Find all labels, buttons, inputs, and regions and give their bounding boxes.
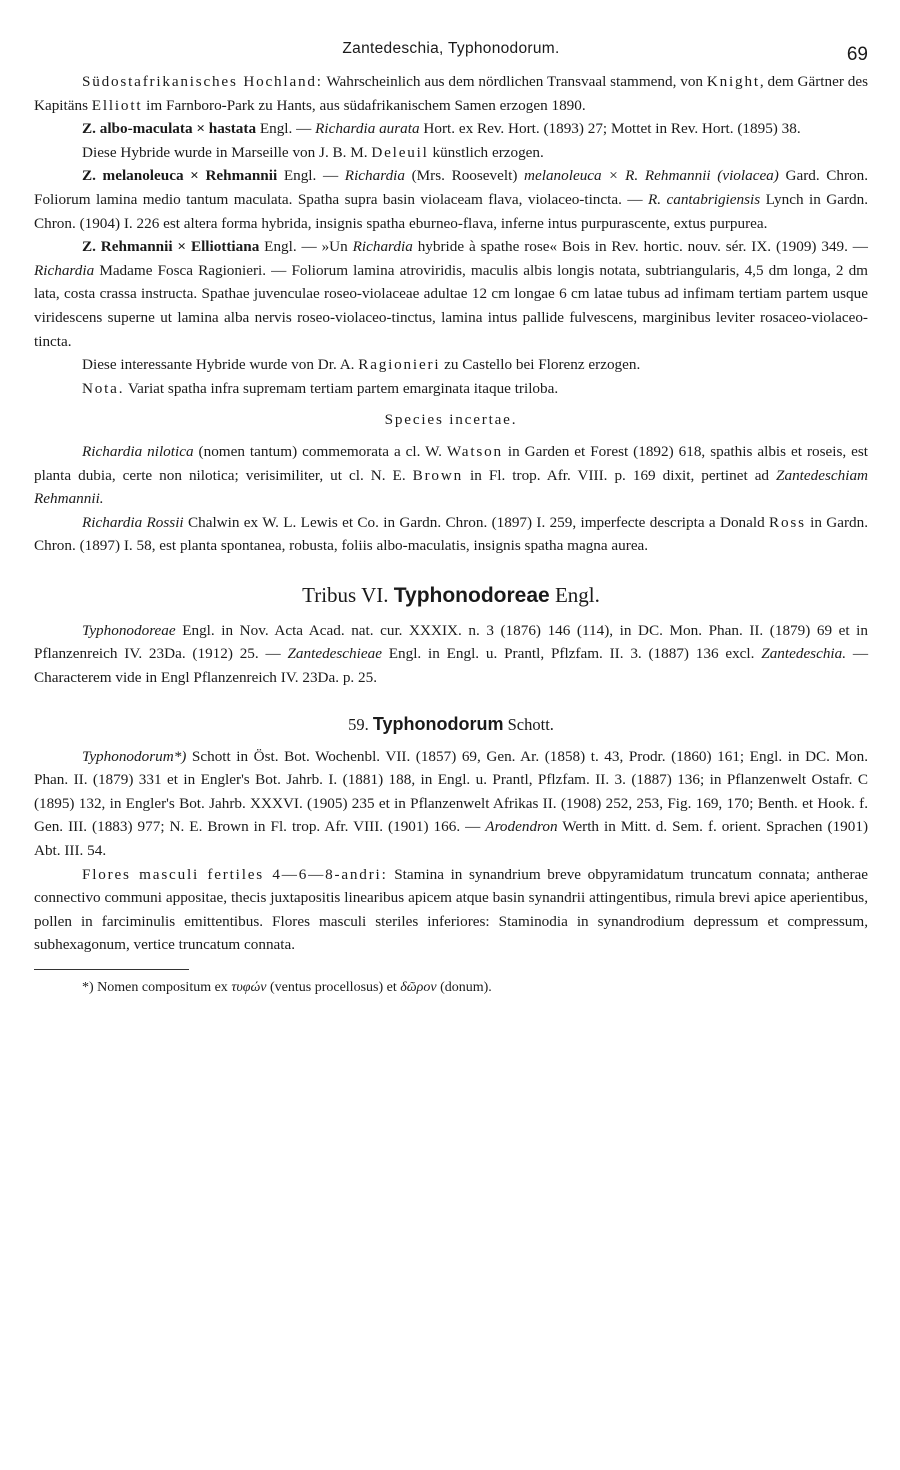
synonym: Richardia aurata (315, 120, 420, 138)
paragraph-distribution: Südostafrikanisches Hochland: Wahrscheinlich aus dem nördlichen Transvaal stammend, von Knight, dem Gärtner des Kapitäns Elliott im Farnboro-Park zu Hants, aus südafrikanischem Samen erzogen 1890. (34, 73, 869, 114)
tribus-heading: Tribus VI. Typhonodoreae Engl. (302, 582, 600, 607)
running-head (34, 40, 868, 70)
genus-name: Typhonodorum (372, 713, 504, 734)
taxon-name: Z. albo-maculata × hastata (82, 120, 257, 138)
person-brown: Brown (412, 466, 463, 484)
taxon-name: Z. Rehmannii × Elliottiana (82, 238, 260, 256)
person-knight: Knight (706, 73, 760, 90)
paragraph-hybrid-note: Diese Hybride wurde in Marseille von J. B. M. Deleuil künstlich erzogen. (82, 143, 544, 161)
paragraph-rehmannii-elliottiana: Z. Rehmannii × Elliottiana Engl. — »Un Richardia hybride à spathe rose« Bois in Rev. hortic. nouv. sér. IX. (1909) 349. — Richardia Madame Fosca Ragionieri. — Foliorum lamina atroviridis, maculis albis longis notata, subtriangularis, 4,5 dm longa, 2 dm lata, costa crassa instructa. Spathae juvenculae roseo-violaceae adultae 12 cm longae 6 cm latae tubus ad infimam tertiam partem usque viridescens superne ut lamina alba nervis roseo-violaceo-tinctus, lamina intus pallide fulvescens, marginibus leviter rosaceo-violaceo-tincta. (34, 238, 868, 350)
genus-heading: 59. Typhonodorum Schott. (348, 713, 554, 734)
synonym: Typhonodoreae (82, 621, 176, 639)
synonym: Arodendron (485, 818, 558, 836)
person-watson: Watson (446, 442, 503, 460)
paragraph-hybrid-origin: Diese interessante Hybride wurde von Dr. A. Ragionieri zu Castello bei Florenz erzogen. (82, 356, 641, 374)
running-title: Zantedeschia, Typhonodorum. (342, 40, 560, 57)
person-elliott: Elliott (91, 96, 143, 114)
synonym: Richardia nilotica (82, 442, 194, 460)
page-number: 69 (846, 44, 868, 65)
paragraph-typhonodorum-literature: Typhonodorum*) Schott in Öst. Bot. Wochenbl. VII. (1857) 69, Gen. Ar. (1858) t. 43, Prodr. (1860) 161; Engl. in DC. Mon. Phan. II. (1879) 331 et in Engler's Bot. Jahrb. I. (1881) 188, in Engl. u. Prantl, Pflzfam. II. 3. (1887) 136; in Pflanzenwelt Ostafr. C (1895) 132, in Engler's Bot. Jahrb. XXXVI. (1905) 235 et in Pflanzenwelt Afrikas II. (1908) 252, 253, Fig. 169, 170; Benth. et Hook. f. Gen. III. (1883) 977; N. E. Brown in Fl. trop. Afr. VIII. (1901) 166. — Arodendron Werth in Mitt. d. Sem. f. orient. Sprachen (1901) Abt. III. 54. (34, 747, 869, 860)
synonym: Zantedeschiam Rehmannii. (34, 466, 869, 508)
synonym: Zantedeschia. (761, 645, 847, 663)
synonym: Richardia (344, 167, 405, 185)
taxon-name: Z. melanoleuca × Rehmannii (82, 167, 278, 185)
tribus-name: Typhonodoreae (393, 583, 550, 607)
paragraph-rossii: Richardia Rossii Chalwin ex W. L. Lewis et Co. in Gardn. Chron. (1897) I. 259, imperfecte descripta a Donald Ross in Gardn. Chron. (1897) I. 58, est planta spontanea, robusta, foliis albo-maculatis, insignis spatha magna aurea. (34, 513, 869, 555)
flores-masculi-term: Flores masculi fertiles 4—6—8-andri: (82, 865, 388, 883)
person-deleuil: Deleuil (371, 143, 429, 161)
synonym: Typhonodorum*) (82, 747, 187, 765)
paragraph-typhonodoreae: Typhonodoreae Engl. in Nov. Acta Acad. nat. cur. XXXIX. n. 3 (1876) 146 (114), in DC. Mon. Phan. II. (1879) 69 et in Pflanzenreich IV. 23Da. (1912) 25. — Zantedeschieae Engl. in Engl. u. Prantl, Pflzfam. II. 3. (1887) 136 excl. Zantedeschia. — Characterem vide in Engl Pflanzenreich IV. 23Da. p. 25. (34, 621, 869, 687)
footnote-rule (34, 969, 189, 970)
book-page (34, 40, 868, 998)
region-term: Südostafrikanisches Hochland: (82, 73, 323, 90)
synonym: Richardia (34, 261, 95, 279)
synonym: melanoleuca × R. Rehmannii (violacea) (524, 167, 779, 185)
synonym: Richardia Rossii (82, 513, 184, 531)
paragraph-nota: Nota. Variat spatha infra supremam tertiam partem emarginata itaque triloba. (82, 379, 559, 397)
section-heading-species-incertae: Species incertae. (384, 411, 518, 429)
footnote: *) Nomen compositum ex τυφών (ventus procellosus) et δῶρον (donum). (82, 980, 492, 995)
person-ross: Ross (769, 513, 806, 531)
synonym: R. cantabrigiensis (647, 190, 761, 208)
person-ragionieri: Ragionieri (358, 356, 441, 374)
nota-label: Nota. (82, 379, 125, 397)
paragraph-melanoleuca: Z. melanoleuca × Rehmannii Engl. — Richardia (Mrs. Roosevelt) melanoleuca × R. Rehmannii (violacea) Gard. Chron. Foliorum lamina medio tantum maculata. Spatha supra basin violaceam flava, violaceo-tincta. — R. cantabrigiensis Lynch in Gardn. Chron. (1904) I. 226 est altera forma hybrida, insignis spatha eburneo-flava, inferne intus purpurascente, extus purpurea. (34, 167, 869, 232)
paragraph-flores-masculi: Flores masculi fertiles 4—6—8-andri: Stamina in synandrium breve obpyramidatum truncatum connata; antherae connectivo communi appositae, thecis juxtapositis linearibus apicem atque basin synandrii attingentibus, rimula brevi apice aperientibus, pollen in farciminulis emittentibus. Flores masculi steriles inferiores: Staminodia in synandrodium depressum et compressum, subhexagonum, vertice truncatum connata. (34, 865, 869, 954)
paragraph-albo-maculata: Z. albo-maculata × hastata Engl. — Richardia aurata Hort. ex Rev. Hort. (1893) 27; Mottet in Rev. Hort. (1895) 38. (82, 120, 801, 138)
greek-word: τυφών (231, 980, 267, 995)
paragraph-nilotica: Richardia nilotica (nomen tantum) commemorata a cl. W. Watson in Garden et Forest (1892) 618, spathis albis et roseis, est planta dubia, certe non nilotica; verisimiliter, ut cl. N. E. Brown in Fl. trop. Afr. VIII. p. 169 dixit, pertinet ad Zantedeschiam Rehmannii. (34, 442, 869, 508)
synonym: Richardia (352, 238, 413, 256)
synonym: Zantedeschieae (287, 645, 382, 663)
greek-word: δῶρον (400, 980, 437, 995)
